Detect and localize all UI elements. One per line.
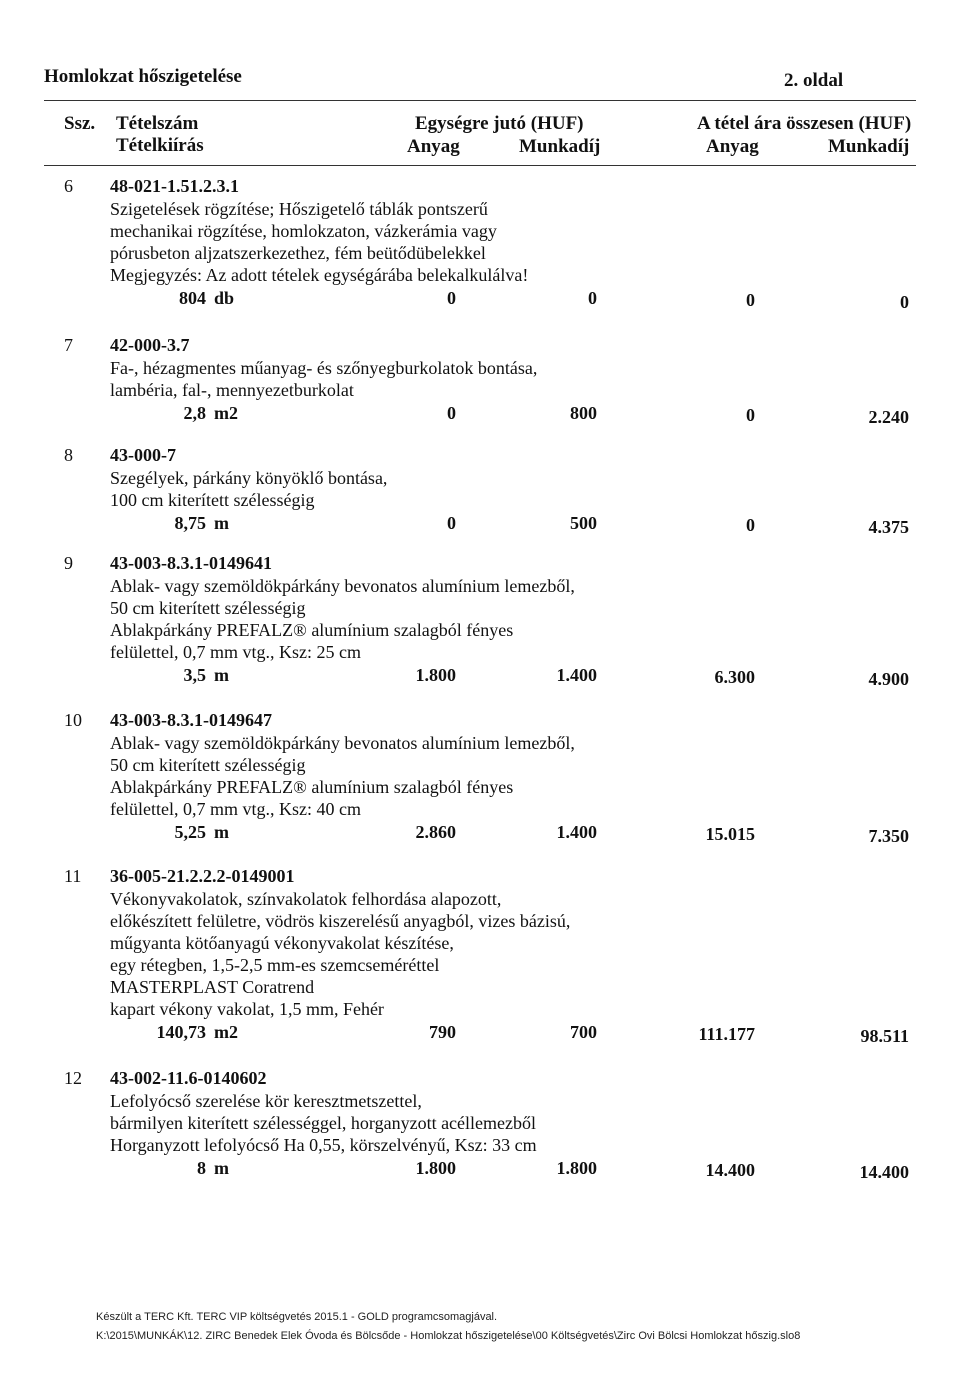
description-line: Vékonyvakolatok, színvakolatok felhordása alapozott,: [110, 889, 502, 909]
column-header-rule: [44, 165, 916, 166]
description-line: Fa-, hézagmentes műanyag- és szőnyegburkolatok bontása,: [110, 358, 538, 378]
description-line: műgyanta kötőanyagú vékonyvakolat készítése,: [110, 933, 454, 953]
total-anyag: 111.177: [698, 1024, 755, 1044]
total-munkadij: 4.900: [868, 669, 909, 689]
unit-munkadij: 1.800: [556, 1158, 597, 1178]
total-munkadij: 14.400: [859, 1162, 909, 1182]
unit-munkadij: 500: [570, 513, 597, 533]
col-munkadij-unit: Munkadíj: [519, 136, 601, 157]
item-description: [110, 357, 537, 401]
unit-munkadij: 1.400: [556, 822, 597, 842]
page-number: 2. oldal: [784, 70, 844, 91]
description-line: Szigetelések rögzítése; Hőszigetelő táblák pontszerű: [110, 199, 488, 219]
unit-anyag: 790: [429, 1022, 456, 1042]
unit-munkadij: 700: [570, 1022, 597, 1042]
col-tetelszam: Tételszám: [116, 113, 199, 134]
item-number: 12: [64, 1068, 82, 1088]
item-code: 36-005-21.2.2.2-0149001: [110, 866, 295, 886]
item-code: 42-000-3.7: [110, 335, 190, 355]
unit-anyag: 1.800: [415, 665, 456, 685]
description-line: 50 cm kiterített szélességig: [110, 598, 306, 618]
item-quantity: 5,25: [174, 822, 206, 842]
footer-line-1: Készült a TERC Kft. TERC VIP költségvetés 2015.1 - GOLD programcsomagjával.: [96, 1311, 498, 1323]
item-number: 10: [64, 710, 82, 730]
description-line: Lefolyócső szerelése kör keresztmetszettel,: [110, 1091, 422, 1111]
item-quantity: 804: [179, 288, 206, 308]
item-unit: m2: [214, 1022, 238, 1042]
description-line: pórusbeton aljzatszerkezethez, fém beütődübelekkel: [110, 243, 486, 263]
col-munkadij-total: Munkadíj: [828, 136, 910, 157]
description-line: mechanikai rögzítése, homlokzaton, vázkerámia vagy: [110, 221, 497, 241]
description-line: 100 cm kiterített szélességig: [110, 490, 315, 510]
description-line: MASTERPLAST Coratrend: [110, 977, 315, 997]
item-description: [110, 467, 387, 511]
total-munkadij: 2.240: [868, 407, 909, 427]
total-munkadij: 7.350: [868, 826, 909, 846]
footer-line-2: K:\2015\MUNKÁK\12. ZIRC Benedek Elek Óvoda és Bölcsőde - Homlokzat hőszigetelése\00 Költségvetés\Zirc Ovi Bölcsi Homlokzat hőszig.slo8: [96, 1330, 801, 1342]
unit-anyag: 0: [447, 513, 456, 533]
description-line: felülettel, 0,7 mm vtg., Ksz: 40 cm: [110, 799, 361, 819]
description-line: Ablakpárkány PREFALZ® alumínium szalagból fényes: [110, 777, 514, 797]
item-unit: m: [214, 665, 229, 685]
col-tetelkiiras: Tételkiírás: [116, 135, 204, 156]
unit-anyag: 2.860: [415, 822, 456, 842]
unit-munkadij: 800: [570, 403, 597, 423]
total-munkadij: 0: [900, 292, 909, 312]
item-number: 11: [64, 866, 82, 886]
description-line: Ablak- vagy szemöldökpárkány bevonatos alumínium lemezből,: [110, 576, 575, 596]
col-anyag-total: Anyag: [706, 136, 759, 157]
item-code: 43-003-8.3.1-0149647: [110, 710, 272, 730]
item-unit: m2: [214, 403, 238, 423]
description-line: kapart vékony vakolat, 1,5 mm, Fehér: [110, 999, 384, 1019]
item-unit: m: [214, 1158, 229, 1178]
total-munkadij: 4.375: [868, 517, 909, 537]
item-unit: m: [214, 822, 229, 842]
description-line: felülettel, 0,7 mm vtg., Ksz: 25 cm: [110, 642, 361, 662]
item-description: [110, 198, 528, 286]
unit-anyag: 0: [447, 403, 456, 423]
item-quantity: 8,75: [174, 513, 206, 533]
col-unit-price: Egységre jutó (HUF): [415, 113, 584, 134]
description-line: előkészített felületre, vödrös kiszerelésű anyagból, vizes bázisú,: [110, 911, 571, 931]
header-rule: [44, 100, 916, 101]
description-line: Megjegyzés: Az adott tételek egységárába belekalkulálva!: [110, 265, 529, 285]
col-total-price: A tétel ára összesen (HUF): [697, 113, 912, 134]
item-number: 8: [64, 445, 73, 465]
item-quantity: 140,73: [156, 1022, 206, 1042]
total-anyag: 14.400: [705, 1160, 755, 1180]
unit-anyag: 1.800: [415, 1158, 456, 1178]
description-line: 50 cm kiterített szélességig: [110, 755, 306, 775]
description-line: lambéria, fal-, mennyezetburkolat: [110, 380, 354, 400]
item-unit: db: [214, 288, 235, 308]
item-quantity: 2,8: [183, 403, 206, 423]
total-anyag: 0: [746, 515, 755, 535]
description-line: Ablakpárkány PREFALZ® alumínium szalagból fényes: [110, 620, 514, 640]
total-anyag: 6.300: [714, 667, 755, 687]
unit-munkadij: 1.400: [556, 665, 597, 685]
description-line: Szegélyek, párkány könyöklő bontása,: [110, 468, 388, 488]
item-number: 7: [64, 335, 73, 355]
col-ssz: Ssz.: [64, 113, 96, 134]
document-title: Homlokzat hőszigetelése: [44, 66, 242, 87]
description-line: egy rétegben, 1,5-2,5 mm-es szemcseméréttel: [110, 955, 440, 975]
item-code: 48-021-1.51.2.3.1: [110, 176, 239, 196]
item-description: [110, 732, 575, 820]
description-line: Horganyzott lefolyócső Ha 0,55, körszelvényű, Ksz: 33 cm: [110, 1135, 537, 1155]
item-code: 43-003-8.3.1-0149641: [110, 553, 272, 573]
item-description: [110, 888, 570, 1020]
item-description: [110, 1090, 537, 1156]
item-description: [110, 575, 575, 663]
item-number: 6: [64, 176, 73, 196]
item-unit: m: [214, 513, 229, 533]
item-code: 43-000-7: [110, 445, 176, 465]
item-number: 9: [64, 553, 73, 573]
col-anyag-unit: Anyag: [407, 136, 460, 157]
item-quantity: 8: [197, 1158, 206, 1178]
total-anyag: 15.015: [705, 824, 755, 844]
total-anyag: 0: [746, 405, 755, 425]
description-line: Ablak- vagy szemöldökpárkány bevonatos alumínium lemezből,: [110, 733, 575, 753]
description-line: bármilyen kiterített szélességgel, horganyzott acéllemezből: [110, 1113, 537, 1133]
item-code: 43-002-11.6-0140602: [110, 1068, 267, 1088]
unit-anyag: 0: [447, 288, 456, 308]
item-quantity: 3,5: [183, 665, 206, 685]
unit-munkadij: 0: [588, 288, 597, 308]
total-munkadij: 98.511: [860, 1026, 909, 1046]
total-anyag: 0: [746, 290, 755, 310]
